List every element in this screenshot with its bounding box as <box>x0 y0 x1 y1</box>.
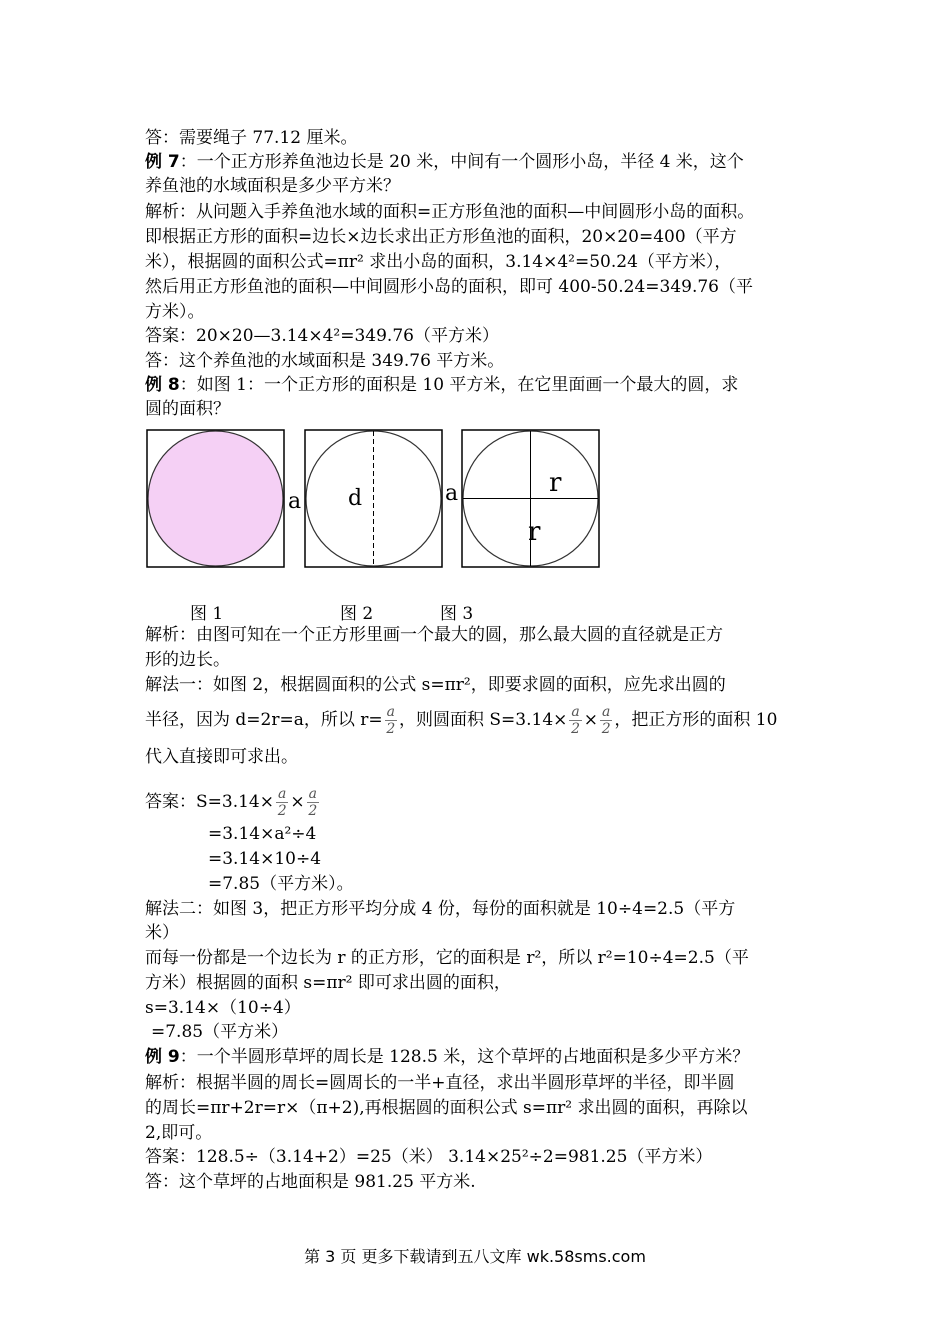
figure-3-caption: 图 3 <box>440 604 474 624</box>
fraction: $\frac{a}{2}$ <box>386 704 396 737</box>
text-line: 方米）根据圆的面积 s=πr² 即可求出圆的面积， <box>145 973 511 993</box>
figure-3-radius-label: r <box>549 468 562 498</box>
answer-line: 答案：20×20—3.14×4²=349.76（平方米） <box>145 326 499 346</box>
text-line: 解析：根据半圆的周长=圆周长的一半+直径，求出半圆形草坪的半径，即半圆 <box>145 1073 735 1093</box>
fraction: $\frac{a}{2}$ <box>308 786 318 819</box>
answer-line: 答：这个草坪的占地面积是 981.25 平方米. <box>145 1172 476 1192</box>
text-line: 米） <box>145 923 179 943</box>
text-segment: ，则圆面积 S=3.14× <box>399 710 568 730</box>
answer-line: 答案：128.5÷（3.14+2）=25（米） 3.14×25²÷2=981.25（平方米） <box>145 1147 713 1167</box>
example-label: 例 7 <box>145 152 180 172</box>
example-7-title <box>145 151 744 173</box>
text-line: 圆的面积？ <box>145 399 230 419</box>
calc-step: s=3.14×（10÷4） <box>145 998 301 1018</box>
text-line: 解析：由图可知在一个正方形里画一个最大的圆，那么最大圆的直径就是正方 <box>145 625 723 645</box>
text-segment: × <box>290 792 305 812</box>
text-segment: 答案：S=3.14× <box>145 792 274 812</box>
page-footer: 第 3 页 更多下载请到五八文库 wk.58sms.com <box>304 1247 646 1266</box>
text-line: 然后用正方形鱼池的面积—中间圆形小岛的面积，即可 400-50.24=349.76（平 <box>145 277 753 297</box>
text-segment: ，把正方形的面积 10 <box>614 710 778 730</box>
fraction: $\frac{a}{2}$ <box>571 704 581 737</box>
example-text: ：如图 1：一个正方形的面积是 10 平方米，在它里面画一个最大的圆，求 <box>179 375 739 395</box>
text-segment: × <box>583 710 598 730</box>
example-8-title <box>145 374 738 396</box>
text-line: 解法一：如图 2，根据圆面积的公式 s=πr²，即要求圆的面积，应先求出圆的 <box>145 675 726 695</box>
example-label: 例 9 <box>145 1047 180 1067</box>
answer-line-with-fractions <box>145 786 321 819</box>
text-line: 方米）。 <box>145 302 205 322</box>
text-segment: 半径，因为 d=2r=a，所以 r= <box>145 710 383 730</box>
example-9-title <box>145 1046 749 1068</box>
geometry-figures <box>145 428 605 570</box>
text-line: 2,即可。 <box>145 1123 213 1143</box>
figure-1-circle <box>148 431 283 566</box>
fraction: $\frac{a}{2}$ <box>277 786 287 819</box>
answer-line: 答：这个养鱼池的水域面积是 349.76 平方米。 <box>145 351 505 371</box>
text-line: 解析：从问题入手养鱼池水域的面积=正方形鱼池的面积—中间圆形小岛的面积。 <box>145 202 755 222</box>
figure-3-radius-label: r <box>528 517 541 547</box>
example-text: ：一个正方形养鱼池边长是 20 米，中间有一个圆形小岛，半径 4 米，这个 <box>179 152 744 172</box>
calc-step: =7.85（平方米） <box>151 1022 289 1042</box>
calc-step: =3.14×10÷4 <box>208 849 322 869</box>
calc-step: =3.14×a²÷4 <box>208 824 317 844</box>
figure-2-side-label: a <box>445 481 459 506</box>
text-line: 而每一份都是一个边长为 r 的正方形，它的面积是 r²，所以 r²=10÷4=2.5（平 <box>145 948 749 968</box>
text-line: 的周长=πr+2r=r×（π+2),再根据圆的面积公式 s=πr² 求出圆的面积，再除以 <box>145 1098 748 1118</box>
fraction: $\frac{a}{2}$ <box>601 704 611 737</box>
example-label: 例 8 <box>145 375 180 395</box>
text-line: 形的边长。 <box>145 650 230 670</box>
text-line-with-fractions <box>145 704 777 737</box>
text-line: 米），根据圆的面积公式=πr² 求出小岛的面积，3.14×4²=50.24（平方米）， <box>145 252 732 272</box>
text-line: 解法二：如图 3，把正方形平均分成 4 份，每份的面积就是 10÷4=2.5（平方 <box>145 899 736 919</box>
text-line: 即根据正方形的面积=边长×边长求出正方形鱼池的面积，20×20=400（平方 <box>145 227 737 247</box>
figure-1-caption: 图 1 <box>190 604 224 624</box>
figure-1-side-label: a <box>288 489 302 514</box>
calc-step: =7.85（平方米）。 <box>208 874 354 894</box>
figure-2-caption: 图 2 <box>340 604 374 624</box>
example-text: ：一个半圆形草坪的周长是 128.5 米，这个草坪的占地面积是多少平方米？ <box>179 1047 750 1067</box>
text-line: 养鱼池的水域面积是多少平方米？ <box>145 176 400 196</box>
figure-2-diameter-label: d <box>348 486 363 511</box>
answer-line: 答：需要绳子 77.12 厘米。 <box>145 128 358 148</box>
text-line: 代入直接即可求出。 <box>145 747 298 767</box>
